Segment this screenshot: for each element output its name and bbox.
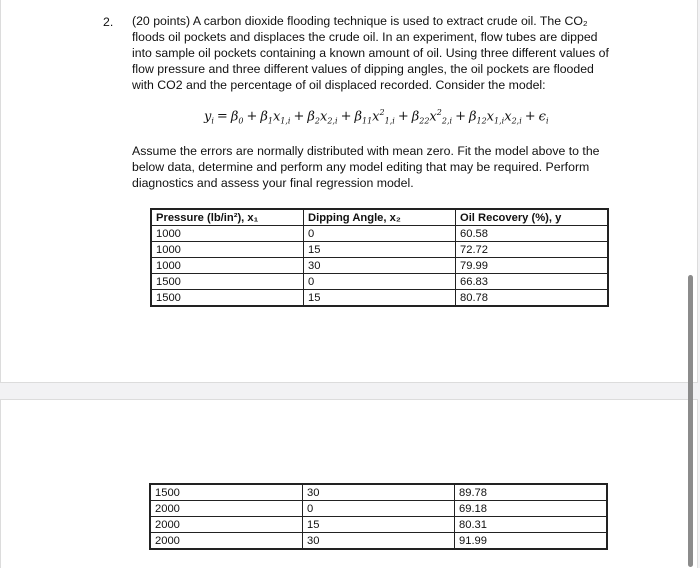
cell-angle: 15 bbox=[303, 517, 455, 533]
table-header-row bbox=[151, 209, 608, 226]
table-row bbox=[151, 242, 608, 258]
cell-pressure: 1500 bbox=[150, 484, 303, 501]
cell-recovery: 89.78 bbox=[455, 484, 608, 501]
table-row bbox=[151, 258, 608, 274]
question-text: (20 points) A carbon dioxide flooding technique is used to extract crude oil. The CO₂ floods oil pockets and displaces the crude oil. In an experiment, flow tubes are dipped into sample oil pockets containing a known amount of oil. Using three different values of flow pressure and three different values of dipping angles, the oil pockets are flooded with CO2 and the percentage of oil displaced recorded. Consider the model: bbox=[132, 14, 609, 92]
cell-angle: 30 bbox=[304, 258, 456, 274]
cell-pressure: 2000 bbox=[150, 501, 303, 517]
cell-angle: 15 bbox=[304, 290, 456, 307]
cell-angle: 0 bbox=[303, 501, 455, 517]
header-oil-recovery: Oil Recovery (%), y bbox=[456, 209, 609, 226]
scrollbar-thumb[interactable] bbox=[688, 275, 693, 567]
header-pressure: Pressure (lb/in²), x₁ bbox=[151, 209, 304, 226]
cell-recovery: 69.18 bbox=[455, 501, 608, 517]
cell-angle: 0 bbox=[304, 226, 456, 242]
cell-angle: 15 bbox=[304, 242, 456, 258]
cell-angle: 30 bbox=[303, 533, 455, 550]
cell-pressure: 1000 bbox=[151, 258, 304, 274]
header-dipping-angle: Dipping Angle, x₂ bbox=[304, 209, 456, 226]
data-table-part-2 bbox=[149, 483, 608, 550]
model-equation: $y_i = \beta_0 + \beta_1x_{1,i} + \beta_2x_{2,i} + \beta_{11}x^2_{1,i} + \beta_{22}x^2_{2,i} + \beta_{12}x_{1,i}x_{2,i} + \epsilon_i$ bbox=[204, 108, 549, 126]
cell-pressure: 2000 bbox=[150, 533, 303, 550]
table-row bbox=[150, 533, 607, 550]
table-row bbox=[151, 226, 608, 242]
cell-angle: 0 bbox=[304, 274, 456, 290]
cell-pressure: 1000 bbox=[151, 226, 304, 242]
cell-angle: 30 bbox=[303, 484, 455, 501]
cell-recovery: 66.83 bbox=[456, 274, 609, 290]
question-number: 2. bbox=[103, 15, 114, 29]
cell-pressure: 1500 bbox=[151, 290, 304, 307]
cell-pressure: 1500 bbox=[151, 274, 304, 290]
data-table-part-1 bbox=[150, 208, 609, 307]
cell-pressure: 2000 bbox=[150, 517, 303, 533]
table-row bbox=[150, 517, 607, 533]
table-row bbox=[151, 290, 608, 307]
assumption-text: Assume the errors are normally distributed with mean zero. Fit the model above to the below data, determine and perform any model editing that may be required. Perform diagnostics and assess your final regression model. bbox=[132, 144, 600, 190]
cell-recovery: 80.78 bbox=[456, 290, 609, 307]
cell-recovery: 79.99 bbox=[456, 258, 609, 274]
table-row bbox=[151, 274, 608, 290]
cell-recovery: 80.31 bbox=[455, 517, 608, 533]
table-row bbox=[150, 484, 607, 501]
cell-recovery: 72.72 bbox=[456, 242, 609, 258]
cell-recovery: 60.58 bbox=[456, 226, 609, 242]
cell-pressure: 1000 bbox=[151, 242, 304, 258]
table-row bbox=[150, 501, 607, 517]
cell-recovery: 91.99 bbox=[455, 533, 608, 550]
